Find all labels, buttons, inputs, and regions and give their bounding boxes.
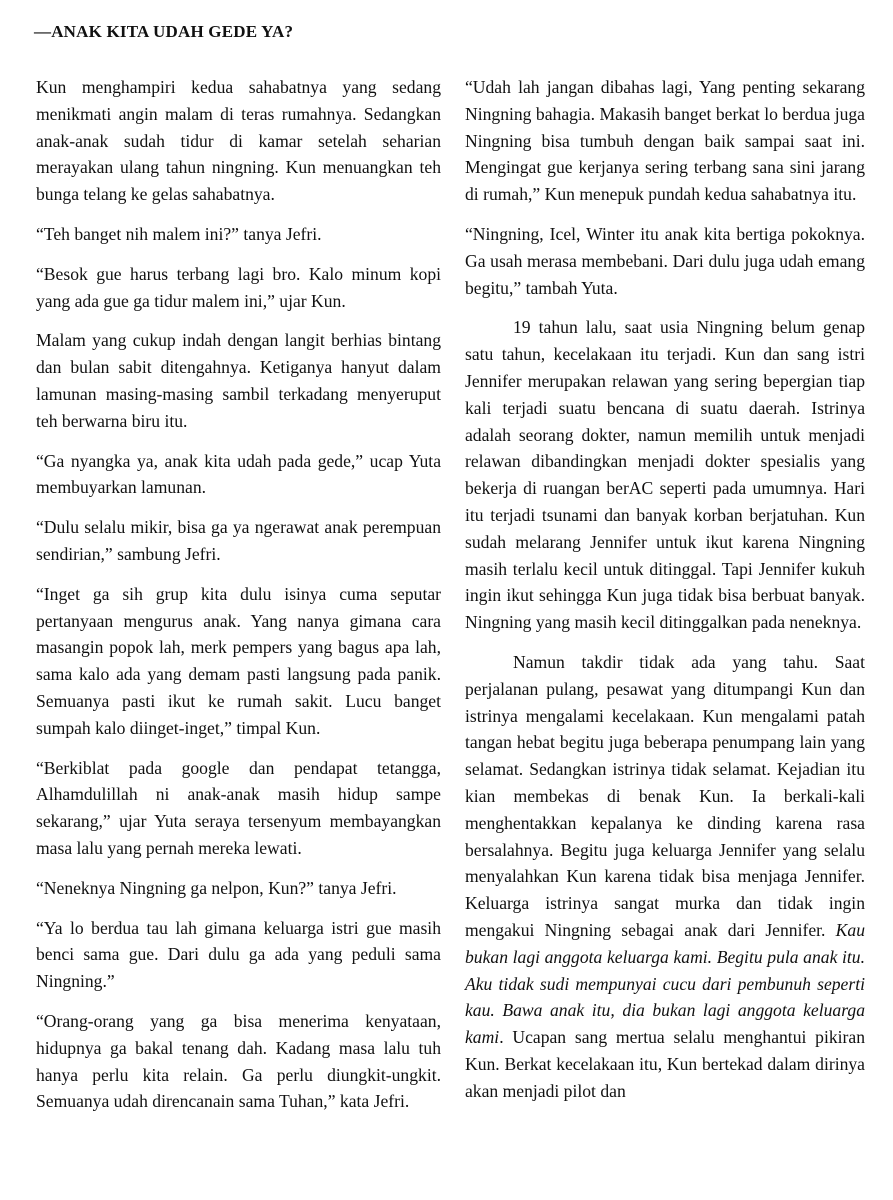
paragraph: “Ya lo berdua tau lah gimana keluarga istri gue masih benci sama gue. Dari dulu ga ada yang peduli sama Ningning.” xyxy=(36,917,441,992)
paragraph: “Berkiblat pada google dan pendapat tetangga, Alhamdulillah ni anak-anak masih hidup sampe sekarang,” ujar Yuta seraya tersenyum membayangkan masa lalu yang pernah mereka lewati. xyxy=(36,757,441,858)
paragraph: “Neneknya Ningning ga nelpon, Kun?” tanya Jefri. xyxy=(36,877,397,898)
right-column xyxy=(465,74,865,1117)
paragraph: Kun menghampiri kedua sahabatnya yang sedang menikmati angin malam di teras rumahnya. Sedangkan anak-anak sudah tidur di kamar setelah seharian merayakan ulang tahun ningning. Kun menuangkan teh bunga telang ke gelas sahabatnya. xyxy=(36,77,441,205)
left-column xyxy=(36,74,441,1128)
paragraph: “Besok gue harus terbang lagi bro. Kalo minum kopi yang ada gue ga tidur malem ini,” ujar Kun. xyxy=(36,263,441,311)
paragraph: “Ga nyangka ya, anak kita udah pada gede,” ucap Yuta membuyarkan lamunan. xyxy=(36,450,441,498)
paragraph-text: Namun takdir tidak ada yang tahu. Saat perjalanan pulang, pesawat yang ditumpangi Kun dan istrinya mengalami kecelakaan. Kun mengalami patah tangan hebat begitu juga beberapa penumpang lain yang selamat. Sedangkan istrinya tidak selamat. Kejadian itu kian membekas di benak Kun. Ia berkali-kali menghentakkan kepalanya ke dinding karena rasa bersalahnya. Begitu juga keluarga Jennifer yang selalu menyalahkan Kun karena tidak bisa menjaga Jennifer. Keluarga istrinya sangat murka dan tidak ingin mengakui Ningning sebagai anak dari Jennifer. xyxy=(465,651,865,940)
italic-quote: Kau bukan lagi anggota keluarga kami. Begitu pula anak itu. Aku tidak sudi mempunyai cucu dari pembunuh seperti kau. Bawa anak itu, dia bukan lagi anggota keluarga kami xyxy=(465,919,865,1048)
paragraph: “Dulu selalu mikir, bisa ga ya ngerawat anak perempuan sendirian,” sambung Jefri. xyxy=(36,517,441,564)
paragraph: “Inget ga sih grup kita dulu isinya cuma seputar pertanyaan mengurus anak. Yang nanya gimana cara masangin popok lah, merk pempers yang bagus apa lah, sama kalo ada yang demam pasti langsung pada panik. Semuanya pasti ikut ke rumah sakit. Lucu banget sumpah kalo diinget-inget,” timpal Kun. xyxy=(36,583,441,738)
paragraph: “Ningning, Icel, Winter itu anak kita bertiga pokoknya. Ga usah merasa membebani. Dari dulu juga udah emang begitu,” tambah Yuta. xyxy=(465,223,865,298)
paragraph: “Udah lah jangan dibahas lagi, Yang penting sekarang Ningning bahagia. Makasih banget berkat lo berdua juga Ningning bisa tumbuh dengan baik sampai saat ini. Mengingat gue kerjanya sering terbang sana sini jarang di rumah,” Kun menepuk pundah kedua sahabatnya itu. xyxy=(465,77,865,205)
paragraph: 19 tahun lalu, saat usia Ningning belum genap satu tahun, kecelakaan itu terjadi. Kun dan sang istri Jennifer merupakan relawan yang sering bepergian tiap kali terjadi suatu bencana di suatu daerah. Istrinya adalah seorang dokter, namun memilih untuk menjadi relawan dibandingkan menjadi dokter spesialis yang bekerja di ruangan berAC seperti pada umumnya. Hari itu terjadi tsunami dan banyak korban berjatuhan. Kun sudah melarang Jennifer untuk ikut karena Ningning masih terlalu kecil untuk ditinggal. Tapi Jennifer kukuh ingin ikut sehingga Kun juga tidak bisa berbuat banyak. Ningning yang masih kecil ditinggalkan pada neneknya. xyxy=(465,317,865,633)
chapter-heading: —ANAK KITA UDAH GEDE YA? xyxy=(34,22,294,41)
paragraph xyxy=(465,649,865,1105)
paragraph: “Orang-orang yang ga bisa menerima kenyataan, hidupnya ga bakal tenang dah. Kadang masa lalu tuh hanya perlu kita relain. Ga perlu diungkit-ungkit. Semuanya udah direncanain sama Tuhan,” kata Jefri. xyxy=(36,1010,441,1112)
paragraph: “Teh banget nih malem ini?” tanya Jefri. xyxy=(36,223,322,244)
paragraph: Malam yang cukup indah dengan langit berhias bintang dan bulan sabit ditengahnya. Ketiganya hanyut dalam lamunan masing-masing sambil terkadang menyeruput teh berwarna biru itu. xyxy=(36,330,441,431)
paragraph-text: . Ucapan sang mertua selalu menghantui pikiran Kun. Berkat kecelakaan itu, Kun bertekad dalam dirinya akan menjadi pilot dan xyxy=(465,1027,865,1101)
